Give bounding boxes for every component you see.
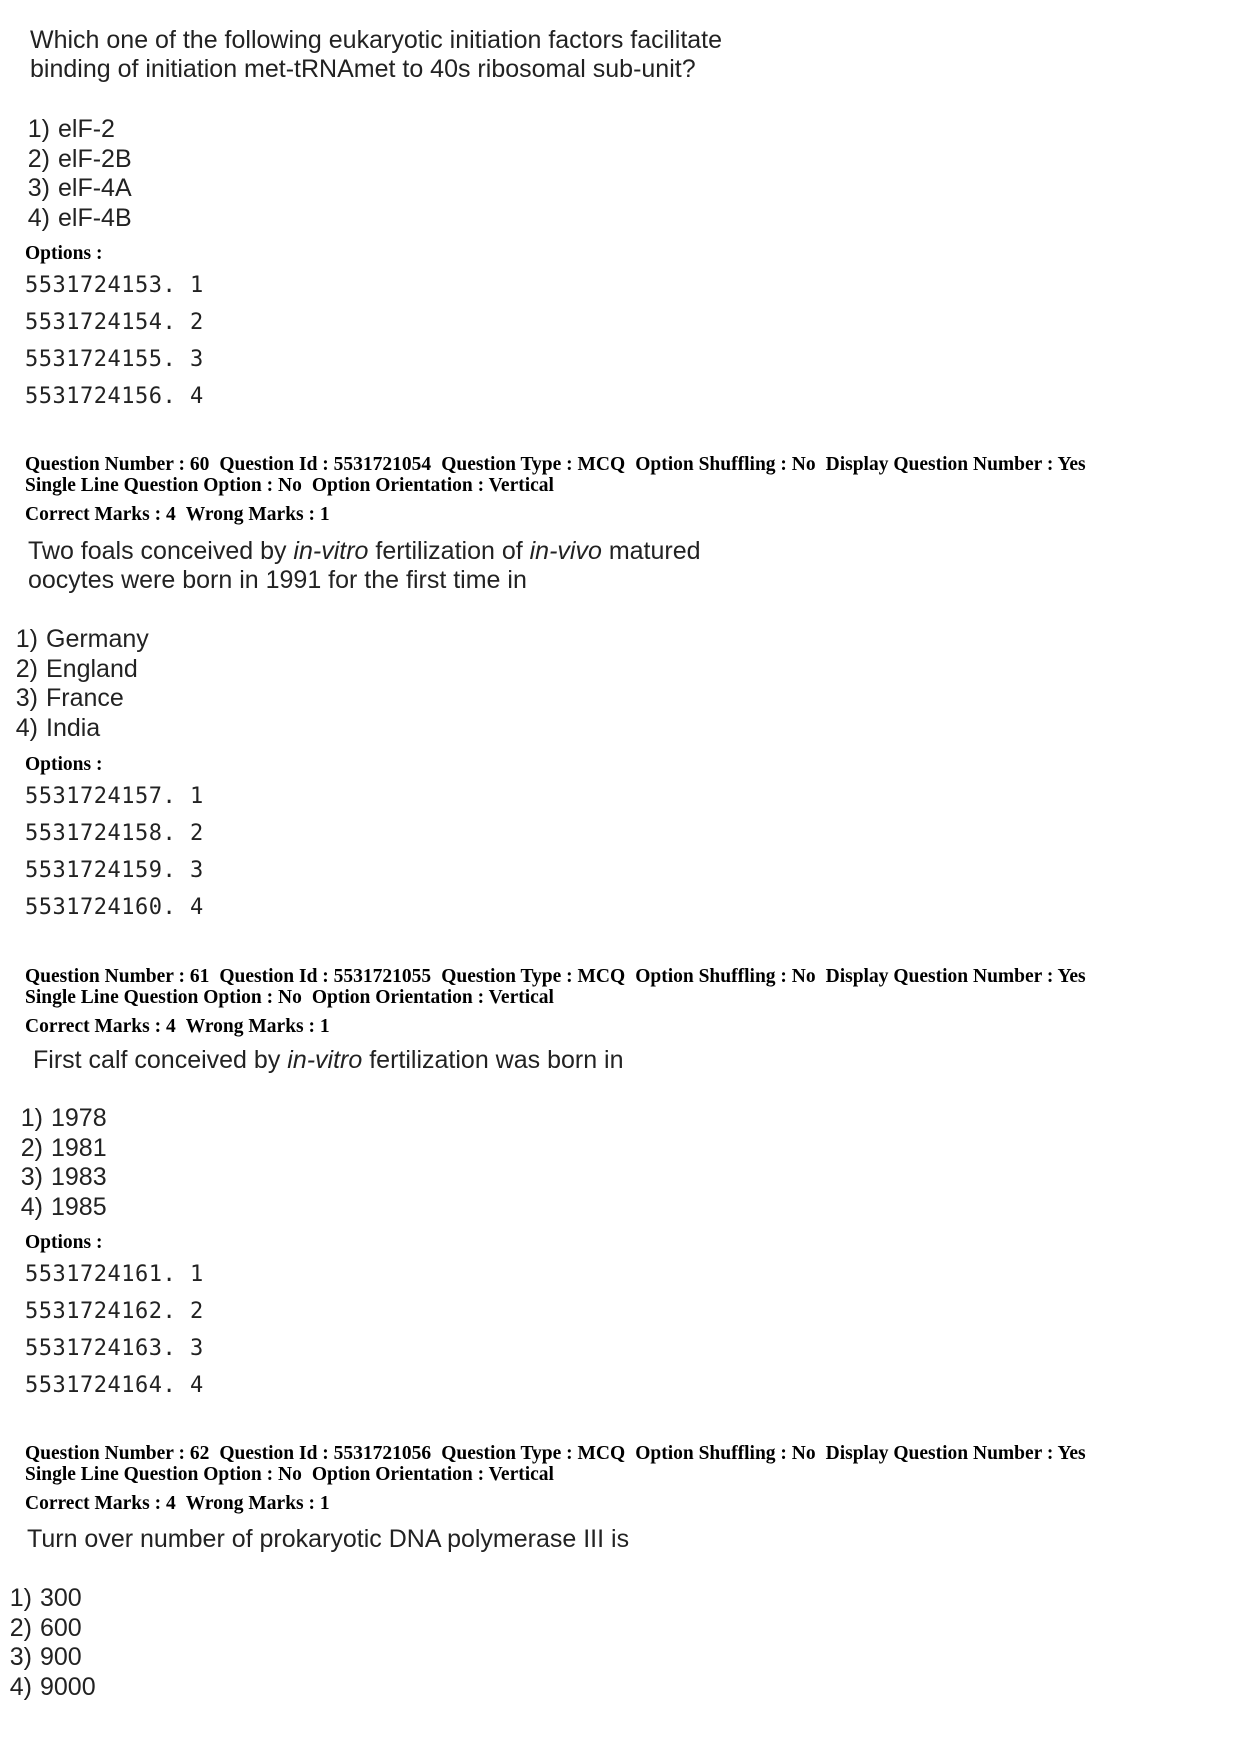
option-id: 5531724163. 3 bbox=[25, 1336, 204, 1361]
options-heading: Options : bbox=[25, 243, 103, 264]
meta-line-1: Question Number : 62 Question Id : 5531721056 Question Type : MCQ Option Shuffling : No Display Question Number : Yes bbox=[25, 1443, 1086, 1464]
choice-list bbox=[0, 1584, 96, 1702]
stem-line: binding of initiation met-tRNAmet to 40s ribosomal sub-unit? bbox=[30, 55, 696, 83]
meta-line-2: Single Line Question Option : No Option Orientation : Vertical bbox=[25, 1464, 554, 1485]
choice-item: 2) 1981 bbox=[20, 1133, 107, 1162]
meta-line-2: Single Line Question Option : No Option Orientation : Vertical bbox=[25, 475, 554, 496]
choice-item: 2) England bbox=[15, 654, 138, 683]
marks-line: Correct Marks : 4 Wrong Marks : 1 bbox=[25, 1493, 330, 1514]
question-meta bbox=[25, 966, 1096, 1037]
option-id: 5531724156. 4 bbox=[25, 384, 204, 409]
choice-item: 3) 900 bbox=[9, 1643, 82, 1671]
choice-item: 4) 9000 bbox=[9, 1672, 96, 1701]
meta-line-1: Question Number : 60 Question Id : 5531721054 Question Type : MCQ Option Shuffling : No Display Question Number : Yes bbox=[25, 454, 1086, 475]
choice-item: 2) elF-2B bbox=[27, 144, 132, 173]
choice-item: 2) 600 bbox=[9, 1613, 82, 1642]
stem-line: Two foals conceived by in-vitro fertilization of in-vivo matured bbox=[28, 537, 701, 565]
stem-line: Turn over number of prokaryotic DNA polymerase III is bbox=[27, 1525, 630, 1553]
meta-line-1: Question Number : 61 Question Id : 5531721055 Question Type : MCQ Option Shuffling : No Display Question Number : Yes bbox=[25, 966, 1086, 987]
option-id: 5531724153. 1 bbox=[25, 273, 204, 298]
option-id: 5531724162. 2 bbox=[25, 1299, 204, 1324]
question-stem bbox=[33, 1046, 624, 1075]
stem-line: Which one of the following eukaryotic initiation factors facilitate bbox=[30, 26, 723, 54]
question-meta bbox=[25, 1443, 1096, 1514]
choice-item: 4) India bbox=[15, 713, 101, 742]
question-stem bbox=[30, 26, 722, 84]
marks-line: Correct Marks : 4 Wrong Marks : 1 bbox=[25, 504, 330, 525]
question-meta bbox=[25, 454, 1096, 525]
choice-item: 4) elF-4B bbox=[27, 203, 132, 232]
choice-item: 1) Germany bbox=[15, 625, 149, 653]
option-id: 5531724164. 4 bbox=[25, 1373, 204, 1398]
stem-line: First calf conceived by in-vitro fertilization was born in bbox=[33, 1046, 624, 1074]
choice-item: 1) 1978 bbox=[20, 1104, 107, 1132]
choice-item: 1) elF-2 bbox=[27, 115, 115, 143]
choice-list bbox=[7, 1104, 107, 1222]
choice-list bbox=[2, 625, 149, 743]
choice-item: 3) elF-4A bbox=[27, 174, 132, 202]
marks-line: Correct Marks : 4 Wrong Marks : 1 bbox=[25, 1016, 330, 1037]
option-id: 5531724158. 2 bbox=[25, 821, 204, 846]
option-id: 5531724159. 3 bbox=[25, 858, 204, 883]
question-stem bbox=[28, 537, 701, 595]
choice-item: 3) France bbox=[15, 684, 124, 712]
option-id-list bbox=[25, 267, 204, 415]
choice-list bbox=[14, 115, 132, 233]
option-id: 5531724160. 4 bbox=[25, 895, 204, 920]
option-id: 5531724161. 1 bbox=[25, 1262, 204, 1287]
option-id-list bbox=[25, 778, 204, 926]
option-id: 5531724154. 2 bbox=[25, 310, 204, 335]
option-id: 5531724155. 3 bbox=[25, 347, 204, 372]
choice-item: 1) 300 bbox=[9, 1584, 82, 1612]
meta-line-2: Single Line Question Option : No Option Orientation : Vertical bbox=[25, 987, 554, 1008]
stem-line: oocytes were born in 1991 for the first time in bbox=[28, 566, 527, 594]
options-heading: Options : bbox=[25, 754, 103, 775]
choice-item: 3) 1983 bbox=[20, 1163, 107, 1191]
option-id-list bbox=[25, 1256, 204, 1404]
option-id: 5531724157. 1 bbox=[25, 784, 204, 809]
choice-item: 4) 1985 bbox=[20, 1192, 107, 1221]
options-heading: Options : bbox=[25, 1232, 103, 1253]
question-stem bbox=[27, 1525, 629, 1554]
